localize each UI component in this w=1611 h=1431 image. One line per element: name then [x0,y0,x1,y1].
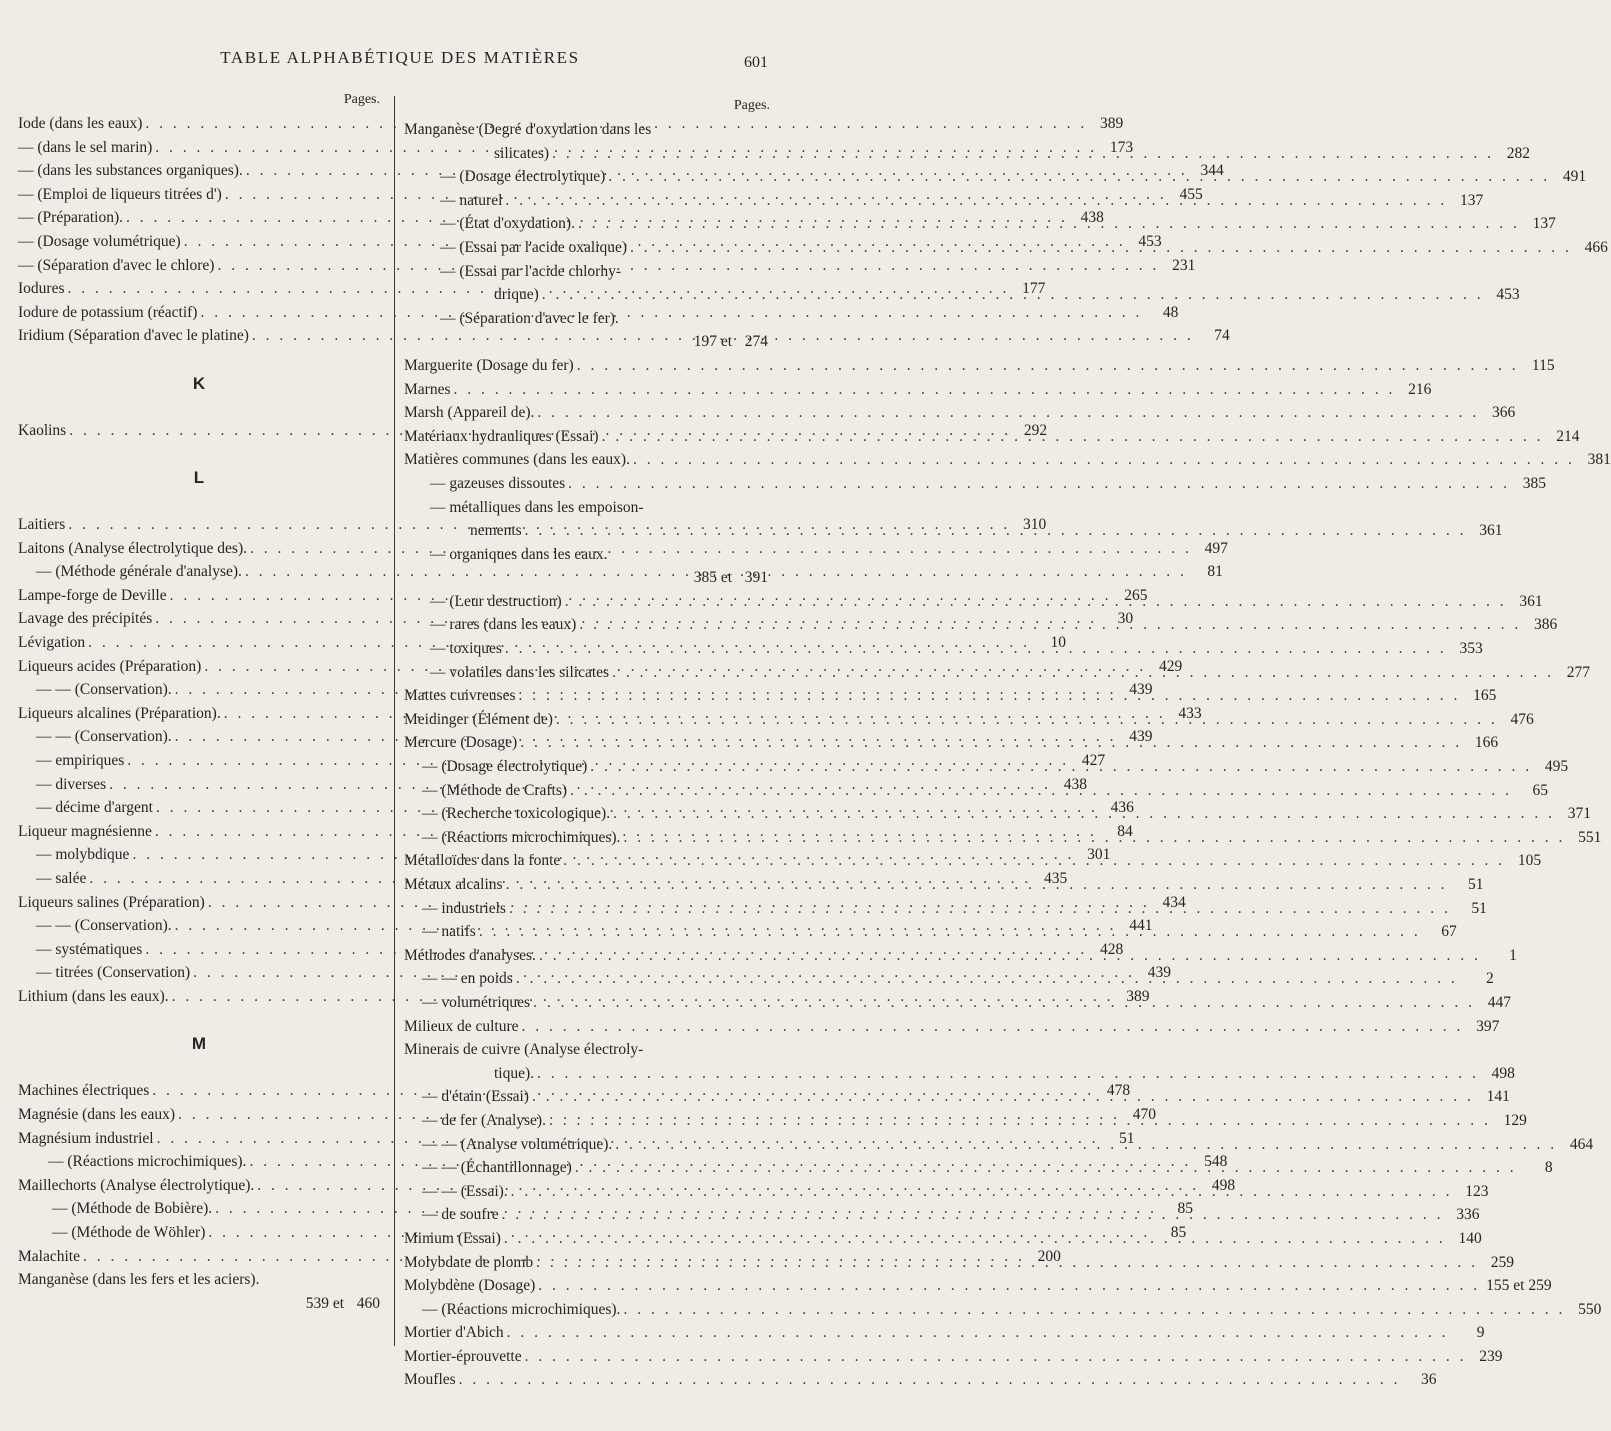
page-ref: 336 [1456,1206,1480,1224]
entry-text: Manganèse (dans les fers et les aciers). [18,1271,260,1289]
index-entry-pages [404,566,768,590]
page-ref: 137 [1532,215,1556,233]
dot-leader [504,1321,1449,1345]
page-ref: 550 [1578,1300,1602,1318]
index-entry [404,1015,1500,1039]
entry-text: Lithium (dans les eaux). [18,987,169,1005]
spacer [18,1009,380,1033]
dot-leader [503,873,1448,897]
entry-text: — — en poids [422,970,513,988]
page-ref: 282 [1506,144,1530,162]
page-ref: 433 [1178,704,1202,722]
page-ref: 310 [1022,516,1047,534]
entry-text: — (Réactions microchimiques). [48,1153,247,1171]
entry-text: — (Méthode générale d'analyse). [36,563,242,581]
entry-text: Milieux de culture [404,1017,519,1035]
entry-text: — — (Conservation). [36,728,172,746]
page-ref: 301 [1087,846,1111,864]
page-ref: 214 [1556,427,1580,445]
dot-leader [501,1227,1446,1251]
page-ref: 361 [1519,592,1543,610]
index-entry [404,1298,1602,1322]
entry-text: — (Séparation d'avec le fer). [440,309,619,327]
index-entry [404,496,768,520]
page-ref: 498 [1211,1176,1236,1194]
index-entry-pages [18,1292,380,1316]
entry-text: drique) [494,286,539,304]
page-ref: 389 [1126,987,1150,1005]
entry-text: — industriels [422,899,506,917]
page-ref: 381 [1587,451,1611,469]
entry-text: tique). [494,1064,535,1082]
entry-text: — gazeuses dissoutes [430,474,566,492]
page-ref: 428 [1099,940,1124,958]
entry-text: Moufles [404,1371,456,1389]
entry-text: — — (Conservation). [36,917,172,935]
page-ref: 447 [1487,993,1511,1011]
page-ref: 84 [1117,822,1133,840]
entry-text: — (Dosage volumétrique) [18,232,181,250]
dot-leader [572,1156,1517,1180]
page-ref: 460 [356,1294,380,1312]
dot-leader [529,1085,1474,1109]
entry-text: Molybdate de plomb [404,1253,534,1271]
entry-text: — (Préparation). [18,209,124,227]
page-ref: 74 [1214,327,1230,345]
dot-leader [609,661,1554,685]
entry-text: Mercure (Dosage) [404,734,518,752]
entry-text: Matières communes (dans les eaux). [404,451,630,469]
page-ref: 495 [1544,758,1569,776]
page-ref: 491 [1562,168,1587,186]
page-ref: 353 [1459,640,1483,658]
entry-text: — diverses [36,775,107,793]
dot-leader [539,283,1484,307]
page-ref: 137 [1460,191,1484,209]
entry-text: Machines électriques [18,1082,150,1100]
page-ref: 478 [1106,1082,1131,1100]
page-prefix: 539 et [305,1294,344,1312]
dot-leader [506,897,1451,921]
dot-leader [456,1368,1401,1392]
index-entry [404,307,768,331]
entry-text: — empiriques [36,752,125,770]
spacer [18,490,380,514]
page-ref: 441 [1129,917,1153,935]
entry-text: — — (Essai). [422,1182,508,1200]
entry-text: Métaux alcalins [404,876,503,893]
pages-column-header: Pages. [343,92,380,107]
page-ref: 464 [1569,1135,1594,1153]
page-ref: 498 [1491,1064,1515,1082]
dot-leader [620,826,1565,850]
page-ref: 200 [1037,1247,1061,1265]
index-entry [404,1038,768,1062]
entry-text: Minium (Essai) [404,1229,501,1247]
page-ref: 439 [1129,728,1153,746]
running-title: TABLE ALPHABÉTIQUE DES MATIÈRES [220,48,580,67]
entry-text: — systématiques [36,940,143,958]
page-ref: 141 [1486,1088,1510,1106]
entry-text: silicates) [494,144,550,162]
entry-text: Iode (dans les eaux) [18,115,143,132]
entry-text: — volumétriques [422,993,531,1011]
entry-text: — natifs [422,923,476,941]
entry-text: Mortier-éprouvette [404,1347,522,1365]
index-entry [404,1062,1515,1086]
entry-text: Manganèse (Degré d'oxydation dans les [404,121,652,138]
page-ref: 1 [1509,946,1517,964]
dot-leader [530,991,1475,1015]
dot-leader [574,354,1519,378]
index-entry [404,543,768,567]
page-ref: 259 [1490,1253,1515,1271]
page-ref: 30 [1117,610,1134,628]
dot-leader [536,944,1481,968]
page-ref: 155 et 259 [1486,1277,1552,1295]
entry-text: — de soufre [422,1206,499,1224]
entry-text: — — (Analyse volumétrique). [422,1135,613,1153]
dot-leader [502,189,1447,213]
page-prefix: 197 et [693,333,732,351]
entry-text: — (Recherche toxicologique). [422,805,611,823]
dot-leader [599,425,1544,449]
entry-text: Marsh (Appareil de). [404,404,535,422]
entry-text: — (Essai par l'acide oxalique) [440,238,627,256]
dot-leader [627,236,1572,260]
index-entry [404,378,1432,402]
dot-leader [565,472,1510,496]
entry-text: — (Méthode de Bobière). [52,1200,213,1218]
index-entry [18,1268,380,1292]
spacer [18,442,380,466]
dot-leader [630,448,1575,472]
entry-text: — — (Échantillonnage) [422,1159,572,1177]
spacer [18,395,380,419]
entry-text: Lavage des précipités [18,610,153,628]
section-letter: M [191,1034,207,1054]
page-ref: 231 [1172,256,1196,274]
entry-text: — (Dosage électrolytique) [440,168,606,186]
entry-text: — (dans le sel marin) [18,138,153,156]
page-ref: 10 [1050,634,1067,652]
page-ref: 51 [1119,1129,1135,1147]
page-ref: 123 [1465,1182,1489,1200]
page-ref: 105 [1517,852,1542,870]
page-ref: 115 [1531,356,1555,374]
dot-leader [517,731,1462,755]
dot-leader [499,1203,1444,1227]
dot-leader [620,1298,1565,1322]
entry-text: Marnes [404,380,451,398]
dot-leader [546,1109,1491,1133]
entry-text: Mortier d'Abich [404,1324,504,1342]
entry-text: Métalloïdes dans la fonte [404,852,561,870]
entry-text: Lampe-forge de Deville [18,586,167,604]
dot-leader [612,1133,1557,1157]
entry-text: Liqueur magnésienne [18,822,152,840]
pages-column-header: Pages. [733,98,770,113]
entry-text: Mattes cuivreuses [404,687,516,705]
dot-leader [533,1251,1478,1275]
section-letter: K [192,373,206,393]
page-ref: 453 [1138,232,1162,250]
dot-leader [605,165,1550,189]
page-ref: 67 [1441,923,1457,941]
page-ref: 439 [1129,681,1153,699]
entry-text: Liqueurs salines (Préparation) [18,893,205,911]
entry-text: Molybdène (Dosage) [404,1277,536,1295]
entry-text: — (Emploi de liqueurs titrées d') [18,185,222,203]
page-ref: 277 [1566,663,1590,681]
page-ref: 434 [1162,893,1186,911]
dot-leader [567,779,1512,803]
dot-leader [560,849,1505,873]
page-ref: 429 [1158,657,1183,675]
spacer [18,1056,380,1080]
page-ref: 2 [1485,970,1494,988]
dot-leader [502,637,1447,661]
page-ref: 551 [1578,828,1602,846]
entry-text: Matériaux hydrauliques (Essai) [404,427,599,445]
index-entry [404,354,1555,378]
page-ref: 476 [1510,710,1534,728]
page-ref: 385 [1522,474,1547,492]
page-ref: 548 [1204,1153,1228,1171]
entry-text: — (Dosage électrolytique) [422,758,588,776]
page-ref: 438 [1080,209,1104,227]
dot-leader [513,967,1458,991]
dot-leader [508,1180,1453,1204]
entry-text: — salée [36,870,87,887]
page-ref: 140 [1458,1229,1482,1247]
index-entry [404,448,1611,472]
index-entry-pages [404,330,768,354]
entry-text: — de fer (Analyse). [422,1111,546,1129]
page-ref: 371 [1567,805,1591,823]
index-entry [404,1368,1437,1392]
dot-leader [562,590,1507,614]
page-ref: 397 [1476,1017,1500,1035]
entry-text: Lévigation [18,634,86,652]
entry-text: Iodure de potassium (réactif) [18,303,198,321]
entry-text: — (dans les substances organiques). [18,162,243,180]
page-ref: 435 [1043,870,1068,887]
entry-text: Minerais de cuivre (Analyse électroly- [404,1041,644,1059]
entry-text: — d'étain (Essai) [422,1088,529,1106]
index-entry [404,260,768,284]
entry-text: Liqueurs alcalines (Préparation). [18,704,221,722]
index-entry [404,1345,1503,1369]
page-ref: 85 [1170,1223,1187,1241]
page-ref: 439 [1147,964,1171,982]
entry-text: — titrées (Conservation) [36,964,191,982]
entry-text: Marguerite (Dosage du fer) [404,356,574,374]
page-ref: 470 [1132,1105,1156,1123]
page-ref: 81 [1207,563,1223,581]
entry-text: Magnésium industriel [18,1129,154,1147]
page-ref: 36 [1421,1371,1437,1389]
entry-text: — naturel [440,191,503,209]
page-ref: 466 [1584,238,1608,256]
page-ref: 436 [1110,799,1134,817]
page-ref: 165 [1473,687,1497,705]
spacer [18,348,380,372]
entry-text: Magnésie (dans les eaux) [18,1105,176,1123]
page-ref: 265 [1124,586,1148,604]
dot-leader [451,378,1396,402]
page-ref: 453 [1496,286,1520,304]
dot-leader [610,802,1555,826]
page-prefix: 385 et [693,569,732,587]
entry-text: Iridium (Séparation d'avec le platine) [18,327,249,345]
entry-text: — organiques dans les eaux. [430,545,608,563]
entry-text: Malachite [18,1247,80,1265]
entry-text: — (Méthode de Wöhler) [52,1223,206,1241]
page-ref: 129 [1503,1111,1527,1129]
dot-leader [576,613,1521,637]
index-entry [404,118,768,142]
dot-leader [535,1274,1480,1298]
page-ref: 361 [1479,522,1503,540]
dot-leader [476,920,1421,944]
entry-text: — — (Conservation). [36,681,172,699]
index-entry [404,1274,1552,1298]
entry-text: — décime d'argent [36,799,153,817]
page-ref: 344 [1200,162,1224,180]
dot-leader [519,1015,1464,1039]
dot-leader [534,1062,1479,1086]
page-ref: 177 [1022,280,1046,298]
entry-text: — (État d'oxydation). [440,215,575,233]
page-ref: 455 [1179,185,1203,203]
entry-text: nements [470,522,522,540]
dot-leader [587,755,1532,779]
page-ref: 292 [1023,421,1048,439]
entry-text: — (Leur destruction) [430,592,562,610]
entry-text: — molybdique [36,846,130,864]
dot-leader [549,142,1494,166]
page-ref: 239 [1479,1347,1503,1365]
entry-text: — toxiques [430,640,502,658]
page-ref: 391 [744,569,768,587]
page-ref: 274 [744,333,768,351]
dot-leader [515,684,1460,708]
page-ref: 9 [1476,1324,1485,1342]
section-letter: L [193,467,205,487]
entry-text: Maillechorts (Analyse électrolytique). [18,1176,255,1194]
page-ref: 386 [1533,616,1558,634]
entry-text: Iodures [18,280,65,298]
entry-text: — (Essai par l'acide chlorhy- [440,262,621,280]
entry-text: Méthodes d'analyses. [404,946,536,964]
page-ref: 173 [1109,138,1134,156]
page-ref: 389 [1100,115,1124,132]
page-ref: 65 [1532,781,1548,799]
entry-text: Liqueurs acides (Préparation) [18,657,202,675]
page-ref: 438 [1063,775,1088,793]
entry-text: Laitons (Analyse électrolytique des). [18,539,247,557]
page-ref: 8 [1544,1159,1553,1177]
page-ref: 497 [1204,539,1228,557]
entry-text: — volatiles dans les silicates [430,663,610,681]
dot-leader [553,708,1498,732]
page-ref: 166 [1474,734,1499,752]
index-entry [404,472,1547,496]
page-ref: 427 [1081,752,1106,770]
dot-leader [522,519,1467,543]
entry-text: — métalliques dans les empoison- [430,498,644,516]
entry-text: — (Réactions microchimiques). [422,828,621,846]
page-ref: 366 [1492,404,1516,422]
index-entry [404,401,1516,425]
entry-text: — (Séparation d'avec le chlore) [18,256,215,274]
dot-leader [575,212,1520,236]
page-ref: 216 [1408,380,1432,398]
page-ref: 48 [1162,303,1179,321]
entry-text: — (Réactions microchimiques). [422,1300,621,1318]
index-entry [404,1321,1485,1345]
page-ref: 51 [1467,876,1484,893]
entry-text: — (Méthode de Crafts) [422,781,568,799]
page-ref: 51 [1471,899,1487,917]
entry-text: Laitiers [18,516,66,534]
page-number: 601 [744,54,768,71]
page-ref: 85 [1177,1200,1193,1218]
entry-text: Meidinger (Élément de) [404,710,553,728]
entry-text: — rares (dans les eaux) [430,616,577,634]
entry-text: Kaolins [18,421,67,439]
dot-leader [534,401,1479,425]
dot-leader [522,1345,1467,1369]
